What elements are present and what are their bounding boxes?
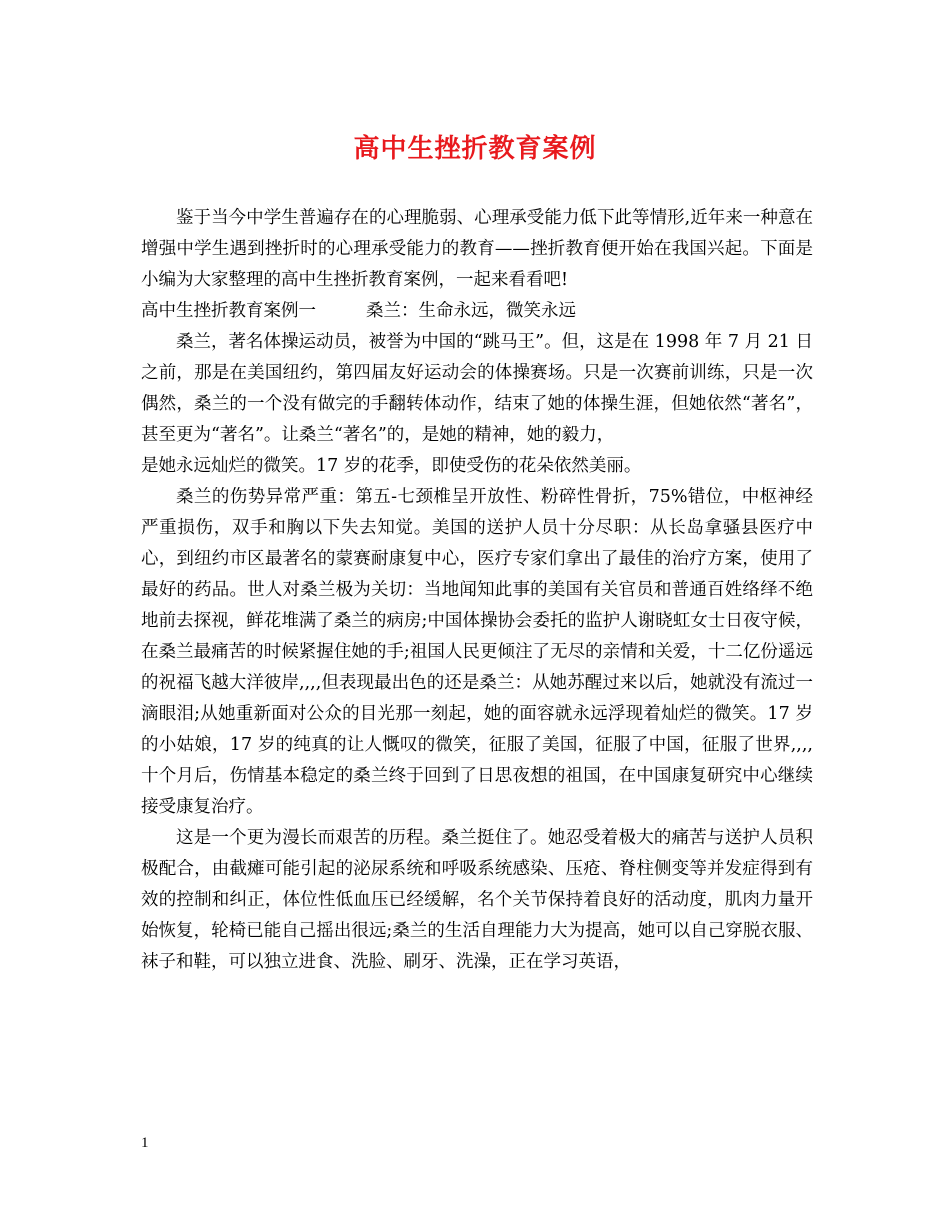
body-paragraph: 是她永远灿烂的微笑。17 岁的花季，即使受伤的花朵依然美丽。 xyxy=(141,456,642,476)
page-number: 1 xyxy=(141,1135,149,1151)
body-paragraph: 桑兰的伤势异常严重：第五-七颈椎呈开放性、粉碎性骨折，75%错位，中枢神经严重损伤，双手和胸以下失去知觉。美国的送护人员十分尽职：从长岛拿骚县医疗中心，到纽约市区最著名的蒙赛耐康复中心，医疗专家们拿出了最佳的治疗方案，使用了最好的药品。世人对桑兰极为关切：当地闻知此事的美国有关官员和普通百姓络绎不绝地前去探视，鲜花堆满了桑兰的病房;中国体操协会委托的监护人谢晓虹女士日夜守候，在桑兰最痛苦的时候紧握住她的手;祖国人民更倾注了无尽的亲情和关爱，十二亿份遥远的祝福飞越大洋彼岸,,,,但表现最出色的还是桑兰：从她苏醒过来以后，她就没有流过一滴眼泪;从她重新面对公众的目光那一刻起，她的面容就永远浮现着灿烂的微笑。17 岁的小姑娘，17 岁的纯真的让人慨叹的微笑，征服了美国，征服了中国，征服了世界,,,,十个月后，伤情基本稳定的桑兰终于回到了日思夜想的祖国，在中国康复研究中心继续接受康复治疗。 xyxy=(141,487,813,817)
document-title: 高中生挫折教育案例 xyxy=(353,134,597,164)
intro-paragraph: 鉴于当今中学生普遍存在的心理脆弱、心理承受能力低下此等情形,近年来一种意在增强中学生遇到挫折时的心理承受能力的教育——挫折教育便开始在我国兴起。下面是小编为大家整理的高中生挫折教育案例，一起来看看吧! xyxy=(141,208,813,290)
case-heading-subtitle: 桑兰：生命永远，微笑永远 xyxy=(366,301,576,321)
case-heading xyxy=(141,296,813,327)
case-heading-label: 高中生挫折教育案例一 xyxy=(141,301,316,321)
document-body xyxy=(141,203,813,978)
body-paragraph: 这是一个更为漫长而艰苦的历程。桑兰挺住了。她忍受着极大的痛苦与送护人员积极配合，由截瘫可能引起的泌尿系统和呼吸系统感染、压疮、脊柱侧变等并发症得到有效的控制和纠正，体位性低血压已经缓解，名个关节保持着良好的活动度，肌肉力量开始恢复，轮椅已能自己摇出很远;桑兰的生活自理能力大为提高，她可以自己穿脱衣服、袜子和鞋，可以独立进食、洗脸、刷牙、洗澡，正在学习英语， xyxy=(141,828,813,972)
body-paragraph: 桑兰，著名体操运动员，被誉为中国的“跳马王”。但，这是在 1998 年 7 月 21 日之前，那是在美国纽约，第四届友好运动会的体操赛场。只是一次赛前训练，只是一次偶然，桑兰的一个没有做完的手翻转体动作，结束了她的体操生涯，但她依然“著名”，甚至更为“著名”。让桑兰“著名”的，是她的精神，她的毅力， xyxy=(141,332,813,445)
